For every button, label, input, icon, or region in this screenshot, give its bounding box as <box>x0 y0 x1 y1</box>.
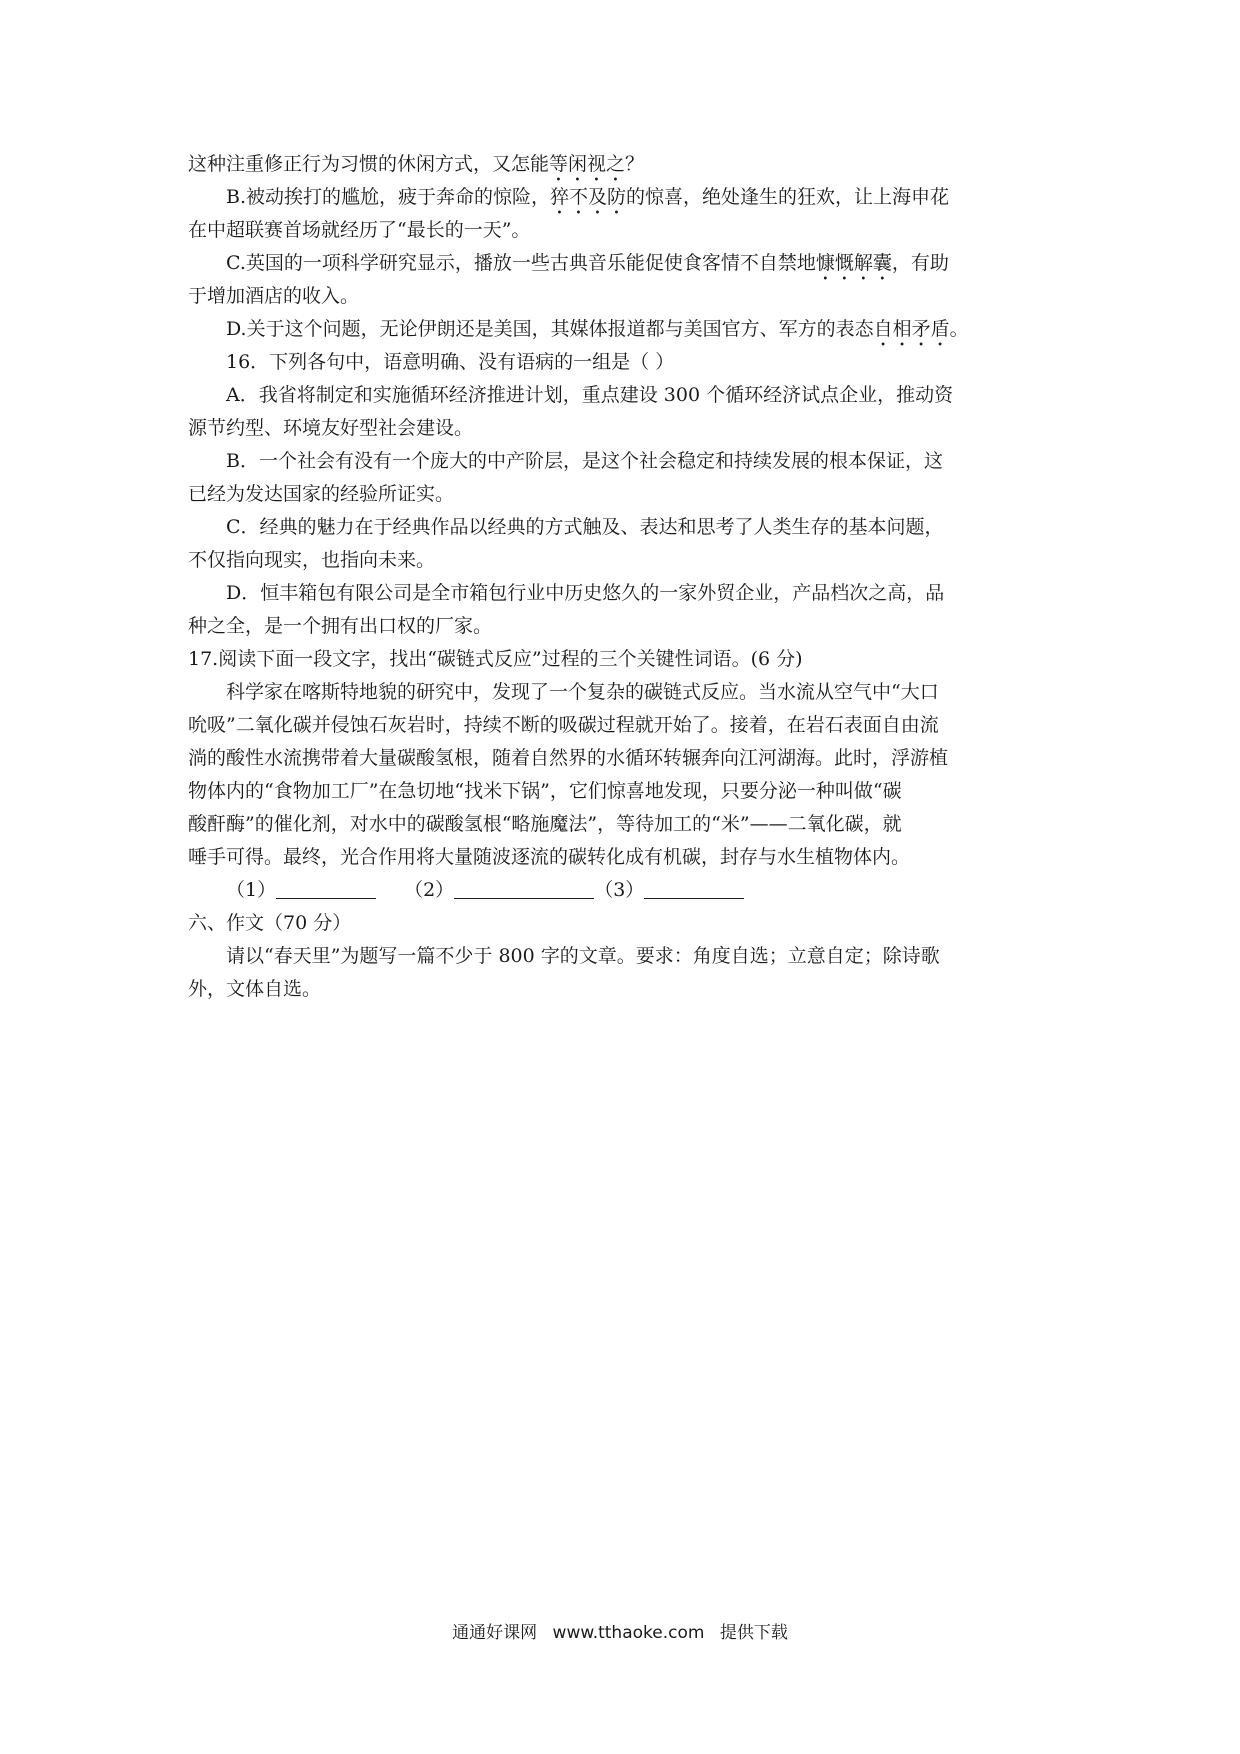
answer-blank-3[interactable] <box>644 878 744 899</box>
q17-stem: 17.阅读下面一段文字，找出“碳链式反应”过程的三个关键性词语。(6 分) <box>188 648 803 670</box>
answer-blank-1[interactable] <box>276 878 376 899</box>
q15-option-d <box>188 313 1058 346</box>
q15-continuation <box>188 148 1058 181</box>
q16-option-d: D．恒丰箱包有限公司是全市箱包行业中历史悠久的一家外贸企业，产品档次之高，品 <box>226 582 945 604</box>
q17-passage-line4: 物体内的“食物加工厂”在急切地“找米下锅”，它们惊喜地发现，只要分泌一种叫做“碳 <box>188 780 902 802</box>
answer-label-1: （1） <box>226 879 277 901</box>
essay-heading: 六、作文（70 分） <box>188 912 352 934</box>
q15-option-c-line2: 于增加酒店的收入。 <box>188 285 360 307</box>
q15-option-c <box>188 247 1058 280</box>
essay-prompt-line2: 外，文体自选。 <box>188 978 322 1000</box>
answer-label-2: （2） <box>404 879 455 901</box>
answer-blank-2[interactable] <box>454 878 594 899</box>
q15-c-emphasis: 慷慨解囊 <box>815 252 892 274</box>
q15-b-emphasis: 猝不及防 <box>550 186 627 208</box>
q16-option-a-line2: 源节约型、环境友好型社会建设。 <box>188 417 474 439</box>
q16-option-d-line2: 种之全，是一个拥有出口权的厂家。 <box>188 615 493 637</box>
q16-stem: 16．下列各句中，语意明确、没有语病的一组是（ ） <box>226 351 675 373</box>
q15-d-text-1: D.关于这个问题，无论伊朗还是美国，其媒体报道都与美国官方、军方的表态 <box>226 318 874 340</box>
q16-option-b: B．一个社会有没有一个庞大的中产阶层，是这个社会稳定和持续发展的根本保证，这 <box>226 450 943 472</box>
q15-c-text-2: ，有助 <box>891 252 949 274</box>
q15-d-emphasis: 自相矛盾 <box>873 318 950 340</box>
q17-passage-line5: 酸酐酶”的催化剂，对水中的碳酸氢根“略施魔法”，等待加工的“米”——二氧化碳，就 <box>188 813 902 835</box>
q15-cont-end: ？ <box>625 153 645 175</box>
q16-option-c: C．经典的魅力在于经典作品以经典的方式触及、表达和思考了人类生存的基本问题， <box>226 516 944 538</box>
answer-label-3: （3） <box>594 879 645 901</box>
q15-d-text-2: 。 <box>949 318 969 340</box>
page-footer <box>0 1618 1240 1643</box>
q16-option-a: A．我省将制定和实施循环经济推进计划，重点建设 300 个循环经济试点企业，推动资 <box>226 384 954 406</box>
q15-cont-emphasis: 等闲视之 <box>549 153 626 175</box>
q15-b-text-1: B.被动挨打的尴尬，疲于奔命的惊险， <box>226 186 551 208</box>
q17-passage-line1: 科学家在喀斯特地貌的研究中，发现了一个复杂的碳链式反应。当水流从空气中“大口 <box>226 681 939 703</box>
page-content <box>188 148 1058 1006</box>
q15-option-b <box>188 181 1058 214</box>
q15-option-b-line2: 在中超联赛首场就经历了“最长的一天”。 <box>188 219 531 241</box>
q15-b-text-2: 的惊喜，绝处逢生的狂欢，让上海申花 <box>626 186 950 208</box>
footer-url: www.tthaoke.com <box>552 1623 705 1643</box>
essay-prompt-line1: 请以“春天里”为题写一篇不少于 800 字的文章。要求：角度自选；立意自定；除诗歌 <box>226 945 940 967</box>
q15-c-text-1: C.英国的一项科学研究显示，播放一些古典音乐能促使食客情不自禁地 <box>226 252 816 274</box>
q17-passage-line2: 吮吸”二氧化碳并侵蚀石灰岩时，持续不断的吸碳过程就开始了。接着，在岩石表面自由流 <box>188 714 939 736</box>
q15-cont-text: 这种注重修正行为习惯的休闲方式，又怎能 <box>188 153 550 175</box>
footer-site-name: 通通好课网 <box>452 1623 538 1643</box>
q17-passage-line6: 唾手可得。最终，光合作用将大量随波逐流的碳转化成有机碳，封存与水生植物体内。 <box>188 846 911 868</box>
footer-note: 提供下载 <box>719 1623 788 1643</box>
q16-option-c-line2: 不仅指向现实，也指向未来。 <box>188 549 436 571</box>
q17-answer-blanks <box>188 874 1058 907</box>
q16-option-b-line2: 已经为发达国家的经验所证实。 <box>188 483 455 505</box>
q17-passage-line3: 淌的酸性水流携带着大量碳酸氢根，随着自然界的水循环转辗奔向江河湖海。此时，浮游植 <box>188 747 949 769</box>
